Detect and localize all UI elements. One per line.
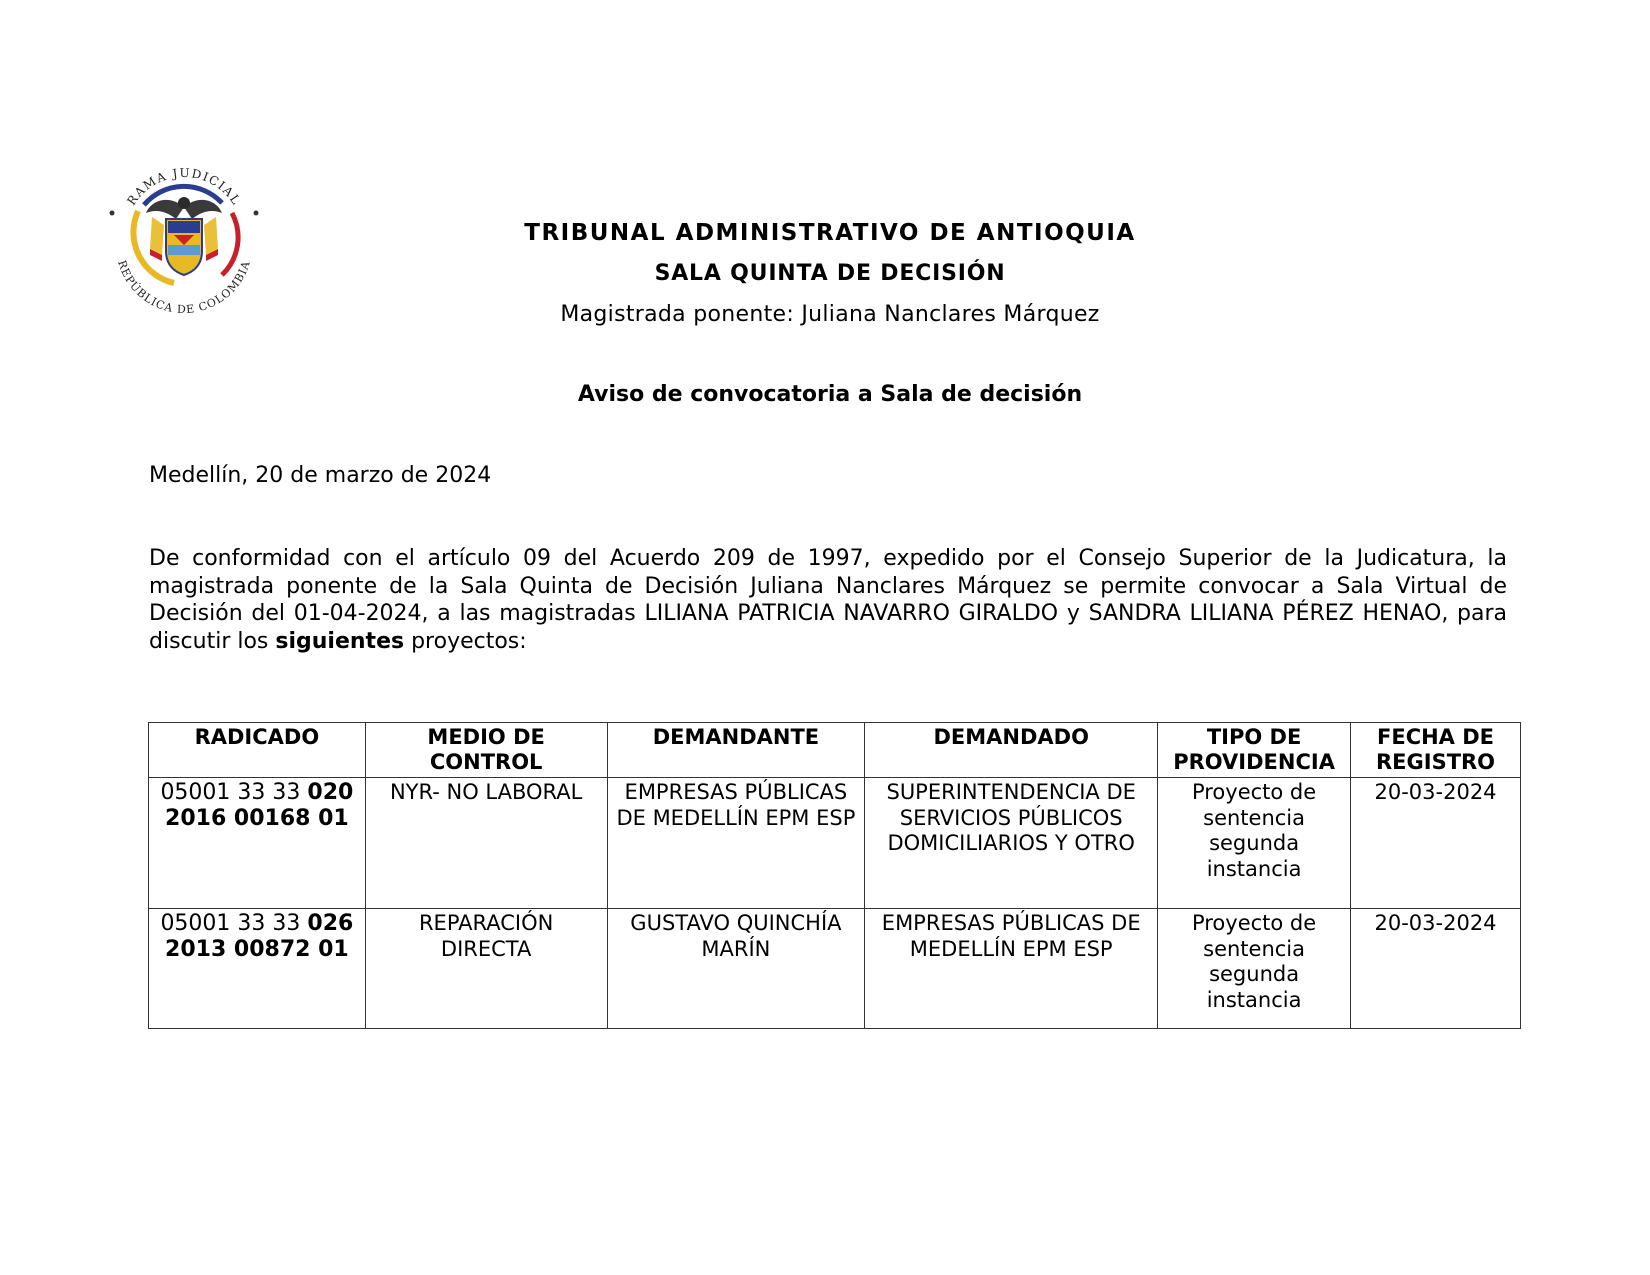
rama-judicial-seal-logo <box>104 155 264 315</box>
header-demandado: DEMANDADO <box>865 723 1158 778</box>
radicado-prefix: 05001 33 33 <box>160 780 308 805</box>
radicado-court-code: 026 <box>307 911 354 936</box>
table-header-row <box>149 723 1521 778</box>
radicado-number: 2016 00168 01 <box>165 805 349 831</box>
radicado-number: 2013 00872 01 <box>165 936 349 962</box>
radicado-prefix: 05001 33 33 <box>160 911 308 936</box>
cell-tipo: Proyecto de sentencia segunda instancia <box>1158 778 1351 909</box>
cell-radicado <box>149 909 366 1029</box>
cell-tipo: Proyecto de sentencia segunda instancia <box>1158 909 1351 1029</box>
seal-top-text: RAMA JUDICIAL <box>124 165 244 208</box>
court-name: TRIBUNAL ADMINISTRATIVO DE ANTIOQUIA <box>524 220 1136 246</box>
header-tipo-de-providencia: TIPO DE PROVIDENCIA <box>1158 723 1351 778</box>
body-bold-word: siguientes <box>275 628 405 654</box>
cell-radicado <box>149 778 366 909</box>
chamber-name: SALA QUINTA DE DECISIÓN <box>654 261 1006 286</box>
body-text-1: De conformidad con el artículo 09 del Acuerdo 209 de 1997, expedido por el Consejo Superior de la Judicatura, la magistrada ponente de la Sala Quinta de Decisión Juliana Nanclares Márquez se permite convocar a Sala Virtual de Decisión del 01-04-2024, a las magistradas LILIANA PATRICIA NAVARRO GIRALDO y SANDRA LILIANA PÉREZ HENAO, para discutir los <box>149 546 1507 654</box>
cell-demandante: GUSTAVO QUINCHÍA MARÍN <box>607 909 865 1029</box>
header-demandante: DEMANDANTE <box>607 723 865 778</box>
header-medio-de-control: MEDIO DE CONTROL <box>365 723 607 778</box>
seal-bottom-text: REPÚBLICA DE COLOMBIA <box>115 258 253 315</box>
table-row <box>149 909 1521 1029</box>
cell-demandado: EMPRESAS PÚBLICAS DE MEDELLÍN EPM ESP <box>865 909 1158 1029</box>
header-fecha-de-registro: FECHA DE REGISTRO <box>1351 723 1521 778</box>
cell-demandante: EMPRESAS PÚBLICAS DE MEDELLÍN EPM ESP <box>607 778 865 909</box>
header-radicado: RADICADO <box>149 723 366 778</box>
radicado-court-code: 020 <box>307 780 354 805</box>
cell-medio: NYR- NO LABORAL <box>365 778 607 909</box>
body-paragraph <box>149 545 1507 655</box>
notice-title: Aviso de convocatoria a Sala de decisión <box>577 382 1083 407</box>
cell-fecha: 20-03-2024 <box>1351 909 1521 1029</box>
cell-medio: REPARACIÓN DIRECTA <box>365 909 607 1029</box>
projects-table <box>148 722 1521 1029</box>
body-text-2: proyectos: <box>404 628 527 654</box>
cell-fecha: 20-03-2024 <box>1351 778 1521 909</box>
table-row <box>149 778 1521 909</box>
magistrate-line: Magistrada ponente: Juliana Nanclares Márquez <box>560 302 1100 327</box>
cell-demandado: SUPERINTENDENCIA DE SERVICIOS PÚBLICOS DOMICILIARIOS Y OTRO <box>865 778 1158 909</box>
date-line: Medellín, 20 de marzo de 2024 <box>149 463 492 488</box>
